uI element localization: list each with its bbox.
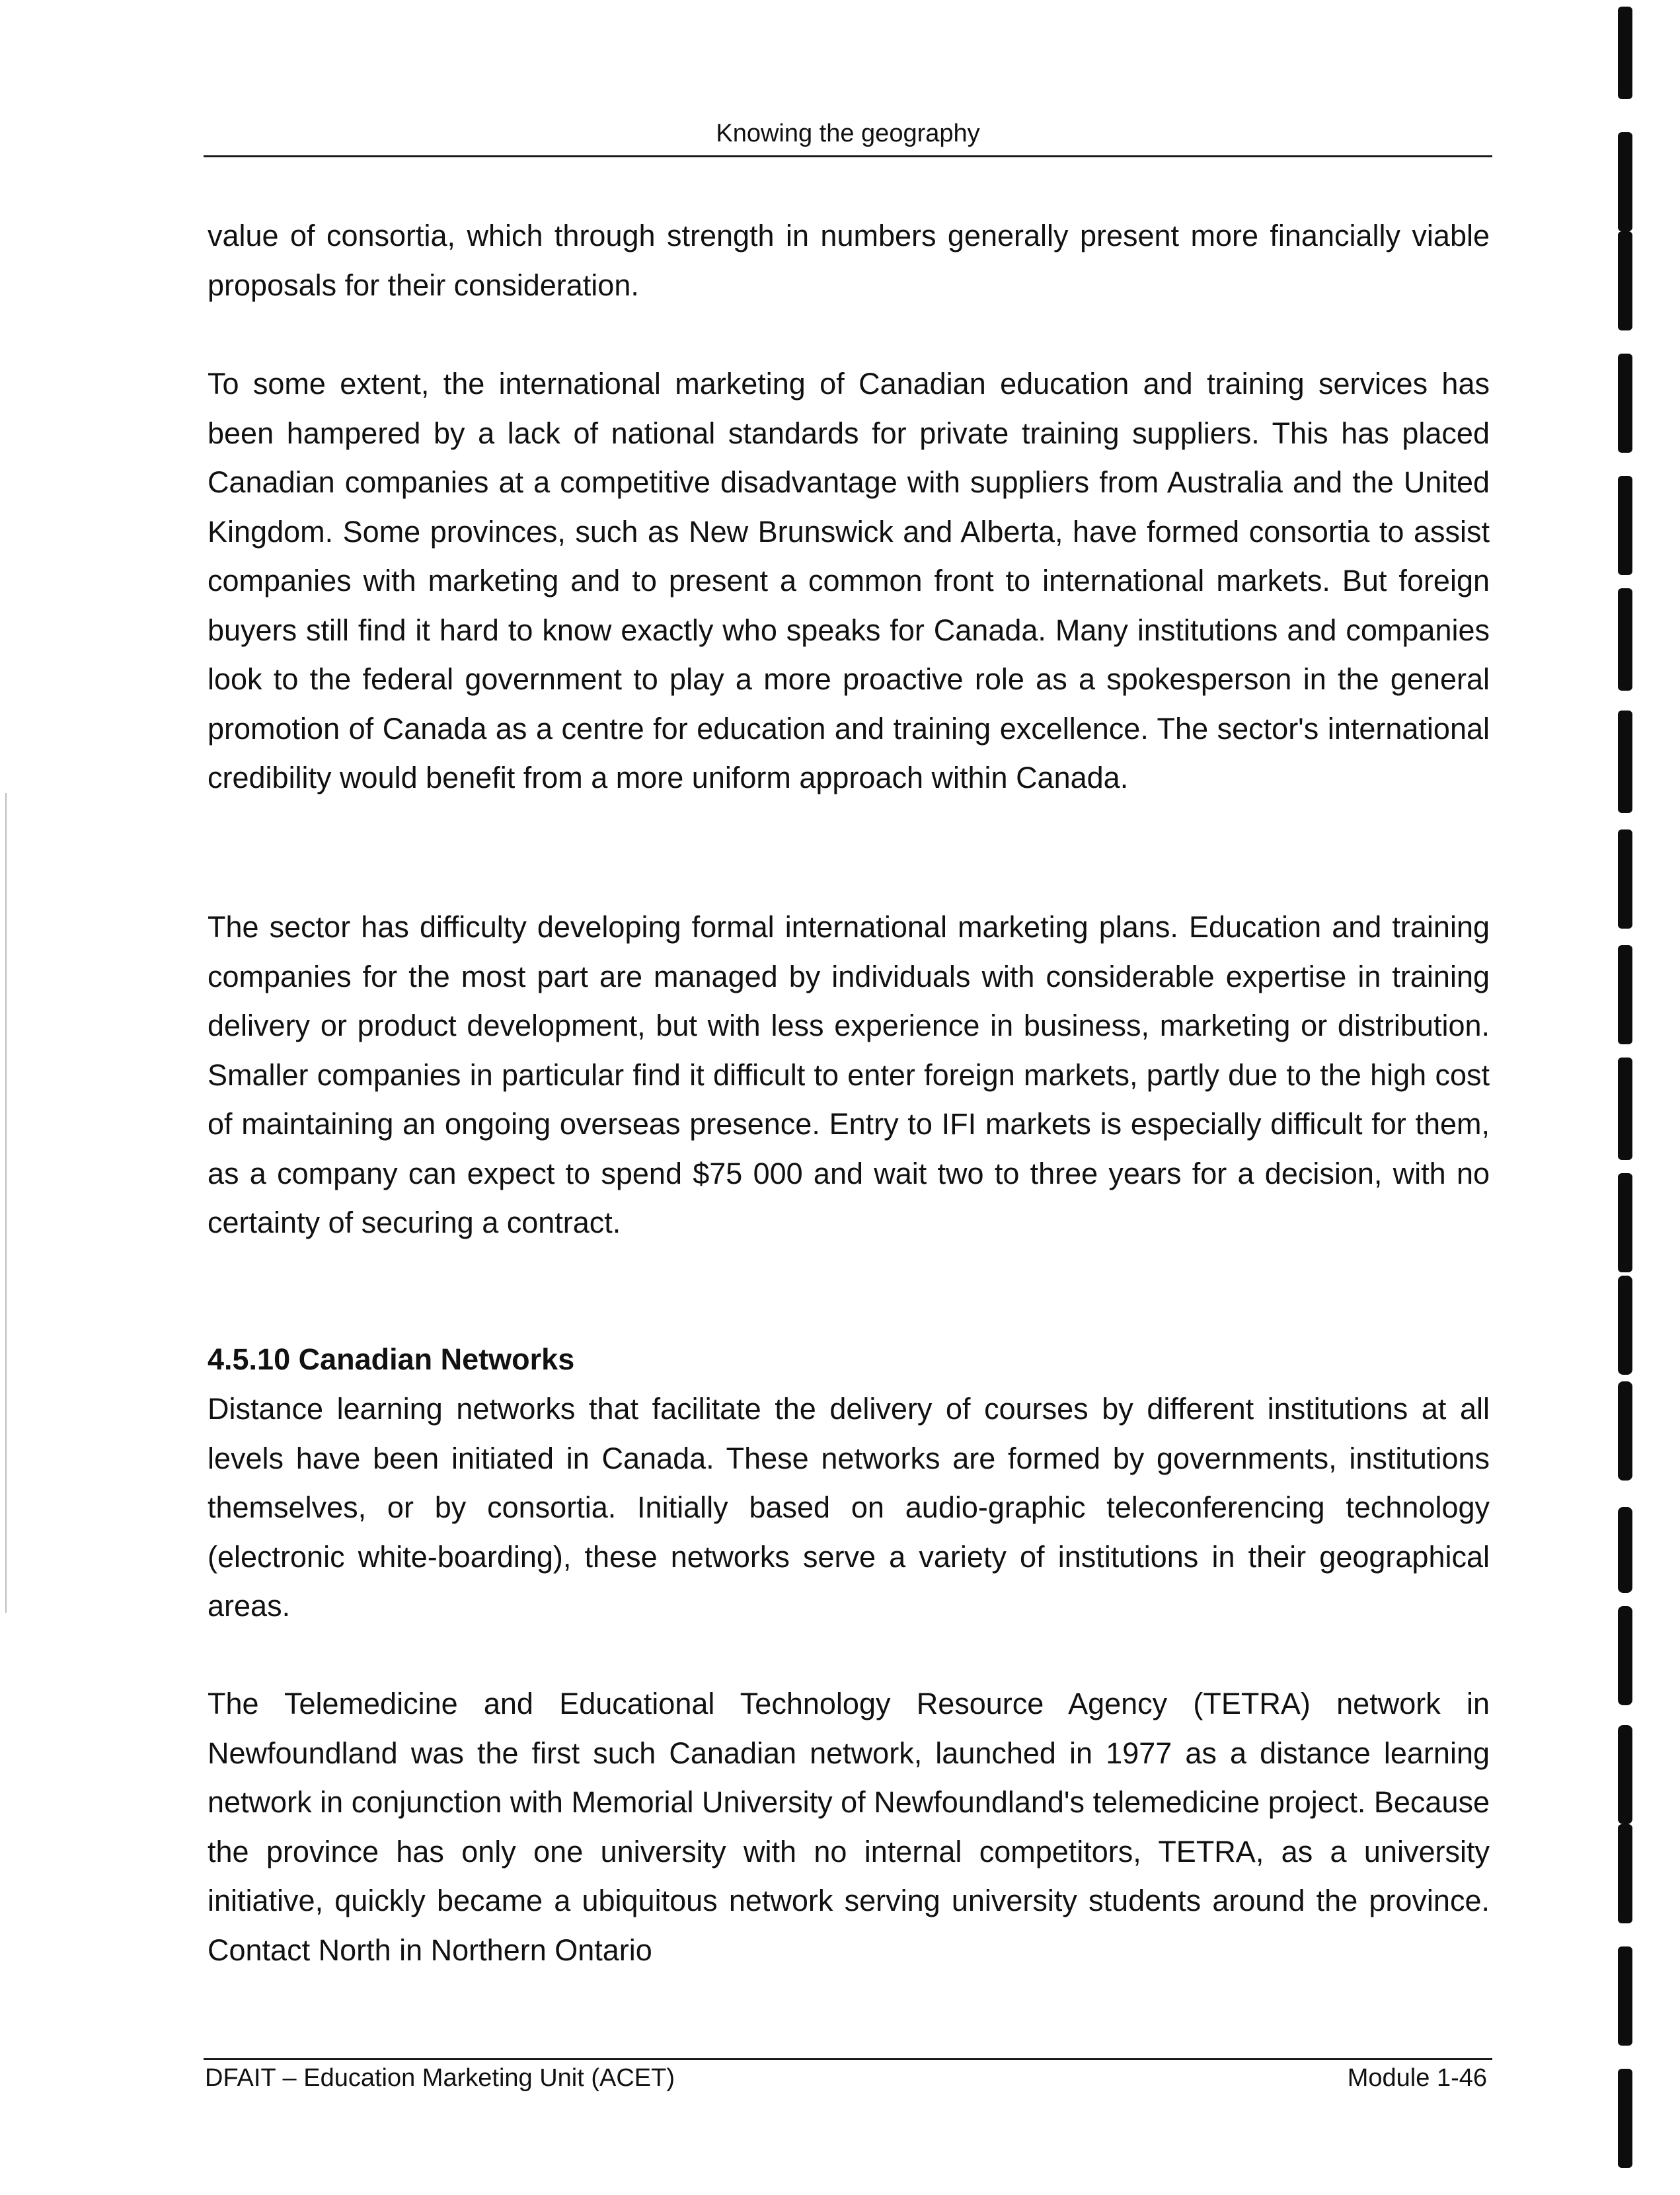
binding-hole-icon xyxy=(1618,2069,1632,2168)
binding-hole-icon xyxy=(1618,1507,1632,1593)
footer-page-number: Module 1-46 xyxy=(1347,2064,1487,2092)
binding-hole-icon xyxy=(1618,1058,1632,1160)
paragraph-national-standards: To some extent, the international marketing of Canadian education and training services has been hampered by a lack of national standards for private training suppliers. This has placed Canadian companies at a competitive disadvantage with suppliers from Australia and the United Kingdom. Some provinces, such as New Brunswick and Alberta, have formed consortia to assist companies with marketing and to present a common front to international markets. But foreign buyers still find it hard to know exactly who speaks for Canada. Many institutions and companies look to the federal government to play a more proactive role as a spokesperson in the general promotion of Canada as a centre for education and training excellence. The sector's international credibility would benefit from a more uniform approach within Canada. xyxy=(208,367,1490,794)
binding-hole-icon xyxy=(1618,1173,1632,1272)
binding-hole-icon xyxy=(1618,588,1632,691)
binding-hole-icon xyxy=(1618,1381,1632,1481)
binding-hole-icon xyxy=(1618,1725,1632,1824)
page-header: Knowing the geography xyxy=(716,120,980,147)
paragraph-distance-learning: Distance learning networks that facilitate the delivery of courses by different institutions at all levels have been initiated in Canada. These networks are formed by governments, institutions themselves, or by consortia. Initially based on audio-graphic teleconferencing technology (electronic white-boarding), these networks serve a variety of institutions in their geographical areas. xyxy=(208,1392,1490,1623)
paragraph-tetra-network: The Telemedicine and Educational Technology Resource Agency (TETRA) network in Newfoundland was the first such Canadian network, launched in 1977 as a distance learning network in conjunction with Memorial University of Newfoundland's telemedicine project. Because the province has only one university with no internal competitors, TETRA, as a university initiative, quickly became a ubiquitous network serving university students around the province. Contact North in Northern Ontario xyxy=(208,1687,1490,1967)
binding-holes xyxy=(1606,0,1680,2195)
binding-hole-icon xyxy=(1618,945,1632,1044)
binding-hole-icon xyxy=(1618,7,1632,99)
paragraph-marketing-plans: The sector has difficulty developing formal international marketing plans. Education and training companies for the most part are managed by individuals with considerable expertise in training delivery or product development, but with less experience in business, marketing or distribution. Smaller companies in particular find it difficult to enter foreign markets, partly due to the high cost of maintaining an ongoing overseas presence. Entry to IFI markets is especially difficult for them, as a company can expect to spend $75 000 and wait two to three years for a decision, with no certainty of securing a contract. xyxy=(208,910,1490,1239)
section-heading: 4.5.10 Canadian Networks xyxy=(208,1342,575,1376)
binding-hole-icon xyxy=(1618,132,1632,231)
binding-hole-icon xyxy=(1618,829,1632,929)
binding-hole-icon xyxy=(1618,1606,1632,1705)
binding-hole-icon xyxy=(1618,354,1632,453)
paragraph-consortia-value: value of consortia, which through strength in numbers generally present more financially viable proposals for their consideration. xyxy=(208,219,1490,302)
margin-line xyxy=(5,793,7,1613)
header-rule xyxy=(204,155,1492,157)
binding-hole-icon xyxy=(1618,476,1632,575)
footer-rule xyxy=(204,2058,1492,2060)
binding-hole-icon xyxy=(1618,231,1632,330)
binding-hole-icon xyxy=(1618,711,1632,813)
binding-hole-icon xyxy=(1618,1824,1632,1923)
footer-left: DFAIT – Education Marketing Unit (ACET) xyxy=(205,2064,675,2092)
binding-hole-icon xyxy=(1618,1946,1632,2046)
binding-hole-icon xyxy=(1618,1276,1632,1375)
